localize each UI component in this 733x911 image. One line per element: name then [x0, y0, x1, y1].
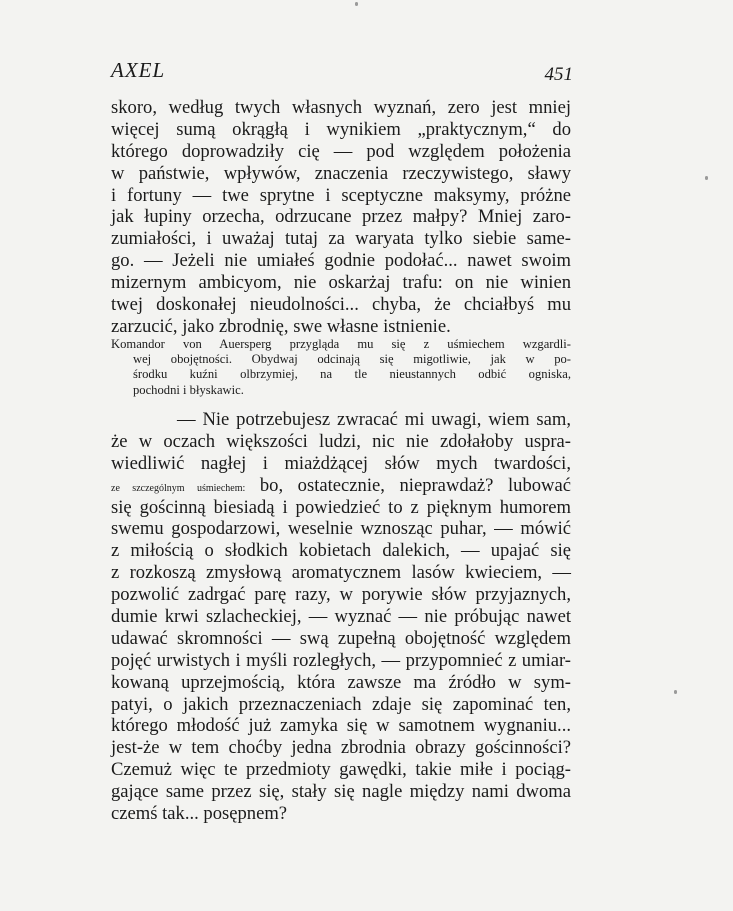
- text-line: pojęć urwistych i myśli rozległych, — przypomnieć z umiar-: [111, 649, 571, 671]
- text-line: mizernym ambicyom, nie oskarżaj trafu: on nie winien: [111, 272, 571, 294]
- stage-direction-line: pochodni i błyskawic.: [133, 382, 244, 397]
- text-line: którego doprowadziły cię — pod względem położenia: [111, 140, 571, 162]
- stage-direction-line: wej obojętności. Obydwaj odcinają się migotliwie, jak w po-: [133, 352, 571, 367]
- text-line: — Nie potrzebujesz zwracać mi uwagi, wiem sam,: [177, 409, 571, 430]
- text-line: skoro, według twych własnych wyznań, zero jest mniej: [111, 97, 571, 118]
- text-line: kowaną uprzejmością, która zawsze ma źródło w sym-: [111, 671, 571, 693]
- paragraph-1: [111, 97, 571, 338]
- text-line: dumie krwi szlacheckiej, — wyznać — nie próbując nawet: [111, 606, 571, 628]
- text-line-with-inline-direction: [111, 475, 571, 497]
- text-line: że w oczach większości ludzi, nic nie zdołałoby uspra-: [111, 430, 571, 452]
- text-line: twej doskonałej nieudolności... chyba, że chciałbyś mu: [111, 294, 571, 316]
- text-line: i fortuny — twe sprytne i sceptyczne maksymy, próżne: [111, 184, 571, 206]
- text-line: się gościnną biesiadą i powiedzieć to z pięknym humorem: [111, 496, 571, 518]
- stage-direction-line: Komandor von Auersperg przygląda mu się z uśmiechem wzgardli-: [111, 337, 571, 351]
- text-line: w państwie, wpływów, znaczenia rzeczywistego, sławy: [111, 162, 571, 184]
- text-line: więcej sumą okrągłą i wynikiem „praktycznym,“ do: [111, 118, 571, 140]
- text-line: zumiałości, i uważaj tutaj za waryata tylko siebie same-: [111, 228, 571, 250]
- text-line: swemu gospodarzowi, weselnie wznosząc puhar, — mówić: [111, 518, 571, 540]
- text-line: patyi, o jakich przeznaczeniach zdaje się zapominać ten,: [111, 693, 571, 715]
- text-line: jest-że w tem choćby jedna zbrodnia obrazy gościnności?: [111, 737, 571, 759]
- text-line: z rozkoszą zmysłową aromatycznem lasów kwieciem, —: [111, 562, 571, 584]
- stage-direction: [111, 337, 571, 398]
- paper-speck: [355, 2, 358, 6]
- paragraph-2: [111, 409, 571, 825]
- inline-stage-direction: ze szczególnym uśmiechem:: [111, 482, 246, 494]
- text-line: gające same przez się, stały się nagle między nami dwoma: [111, 781, 571, 803]
- text-line: udawać skromności — swą zupełną obojętność względem: [111, 627, 571, 649]
- paper-speck: [705, 176, 708, 180]
- text-line: Czemuż więc te przedmioty gawędki, takie miłe i pociąg-: [111, 759, 571, 781]
- text-line: go. — Jeżeli nie umiałeś godnie podołać... nawet swoim: [111, 250, 571, 272]
- paper-speck: [674, 690, 677, 694]
- running-title: AXEL: [111, 58, 166, 82]
- text-line: którego młodość już zamyka się w samotnem wygnaniu...: [111, 715, 571, 737]
- page-header: [111, 58, 573, 86]
- text-line: zarzucić, jako zbrodnię, swe własne istnienie.: [111, 315, 451, 337]
- text-line: pozwolić zadrgać parę razy, w porywie słów przyjaznych,: [111, 584, 571, 606]
- text-line: czemś tak... posępnem?: [111, 803, 288, 825]
- page-number: 451: [544, 64, 573, 85]
- text-line: wiedliwić nagłej i miażdżącej słów mych twardości,: [111, 452, 571, 474]
- stage-direction-line: środku kuźni olbrzymiej, na tle nieustannych odbić ogniska,: [133, 367, 571, 382]
- text-line: jak łupiny orzecha, odrzucane przez małpy? Mniej zaro-: [111, 206, 571, 228]
- text-line-rest: bo, ostatecznie, nieprawdaż? lubować: [259, 474, 571, 496]
- text-line: z miłością o słodkich kobietach dalekich, — upajać się: [111, 540, 571, 562]
